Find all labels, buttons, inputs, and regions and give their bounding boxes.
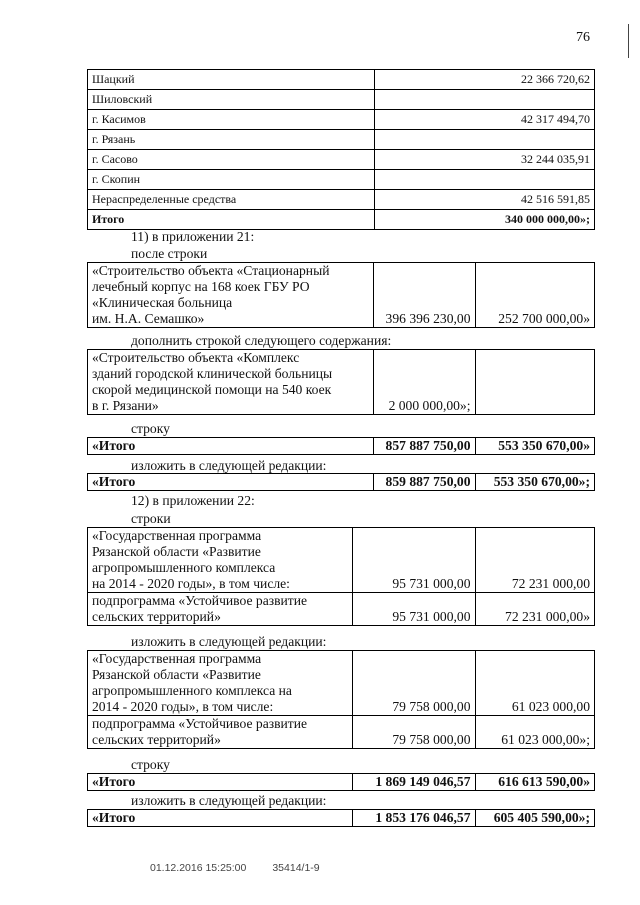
text-line: сельских территорий» (92, 732, 221, 747)
table-row (88, 190, 595, 210)
total-label: «Итого (88, 774, 353, 791)
total-new-table (87, 473, 595, 491)
construction-value-2: 252 700 000,00» (475, 263, 594, 328)
footer (150, 860, 346, 876)
page-number: 76 (576, 30, 590, 45)
text-line: Рязанской области «Развитие (92, 667, 261, 682)
program-value-2: 72 231 000,00 (475, 528, 595, 593)
total-old-table (87, 437, 595, 455)
item11-heading: 11) в приложении 21: (131, 229, 255, 244)
text-line: «Строительство объекта «Комплекс (92, 350, 300, 365)
district-name: Шацкий (88, 70, 375, 90)
table-row-total (88, 810, 595, 827)
table-row (88, 90, 595, 110)
district-name: Шиловский (88, 90, 375, 110)
district-value (375, 130, 595, 150)
table-row (88, 528, 595, 593)
program-description (88, 528, 353, 593)
program-value-2: 61 023 000,00 (475, 651, 595, 716)
total-value-1: 857 887 750,00 (374, 438, 475, 455)
text-line: на 2014 - 2020 годы», в том числе: (92, 576, 290, 591)
text-line: «Клиническая больница (92, 295, 233, 310)
district-name: г. Скопин (88, 170, 375, 190)
table-row (88, 350, 595, 415)
district-name: г. Рязань (88, 130, 375, 150)
table-row (88, 170, 595, 190)
subprogram-value-2: 61 023 000,00»; (475, 716, 595, 749)
district-value (375, 90, 595, 110)
total-value-2: 616 613 590,00» (475, 774, 595, 791)
table-row (88, 110, 595, 130)
text-line: агропромышленного комплекса на (92, 683, 292, 698)
text-line: Рязанской области «Развитие (92, 544, 261, 559)
district-value: 42 317 494,70 (375, 110, 595, 130)
table-row (88, 716, 595, 749)
text-line: в г. Рязани» (92, 398, 159, 413)
construction-row-new-table (87, 349, 595, 415)
subprogram-value-2: 72 231 000,00» (475, 593, 595, 626)
text-line: 2014 - 2020 годы», в том числе: (92, 699, 274, 714)
edit-instruction: изложить в следующей редакции: (131, 458, 327, 473)
district-name: Нераспределенные средства (88, 190, 375, 210)
table-row (88, 130, 595, 150)
district-name: г. Касимов (88, 110, 375, 130)
construction-value-2 (475, 350, 594, 415)
text-line: подпрограмма «Устойчивое развитие (92, 593, 308, 608)
subprogram-value-1: 95 731 000,00 (353, 593, 475, 626)
text-line: «Государственная программа (92, 528, 262, 543)
text-line: им. Н.А. Семашко» (92, 311, 205, 326)
text-line: зданий городской клинической больницы (92, 366, 333, 381)
total-value-2: 605 405 590,00»; (475, 810, 595, 827)
total-value-2: 553 350 670,00» (475, 438, 594, 455)
total-value-1: 1 869 149 046,57 (353, 774, 475, 791)
table-row (88, 593, 595, 626)
text-line: «Строительство объекта «Стационарный (92, 263, 330, 278)
table-row (88, 651, 595, 716)
text-line: сельских территорий» (92, 609, 221, 624)
page-edge-bar (628, 24, 629, 58)
total-label: «Итого (88, 438, 374, 455)
total-label: «Итого (88, 810, 353, 827)
total-value-1: 859 887 750,00 (374, 474, 475, 491)
district-table (87, 69, 595, 230)
construction-row-old-table (87, 262, 595, 328)
construction-description (88, 263, 374, 328)
program-value-1: 95 731 000,00 (353, 528, 475, 593)
footer-code: 35414/1-9 (272, 862, 320, 874)
subprogram-description (88, 593, 353, 626)
edit-instruction: изложить в следующей редакции: (131, 793, 327, 808)
total-old-table (87, 773, 595, 791)
total-label: «Итого (88, 474, 374, 491)
table-row-total (88, 774, 595, 791)
table-row (88, 150, 595, 170)
program-old-table (87, 527, 595, 626)
subprogram-description (88, 716, 353, 749)
text-line: лечебный корпус на 168 коек ГБУ РО (92, 279, 310, 294)
construction-description (88, 350, 374, 415)
text-line: скорой медицинской помощи на 540 коек (92, 382, 332, 397)
program-description (88, 651, 353, 716)
district-total-value: 340 000 000,00»; (375, 210, 595, 230)
rows-word: строки (131, 511, 171, 526)
district-value: 42 516 591,85 (375, 190, 595, 210)
total-value-1: 1 853 176 046,57 (353, 810, 475, 827)
item12-heading: 12) в приложении 22: (131, 493, 255, 508)
table-row (88, 263, 595, 328)
text-line: агропромышленного комплекса (92, 560, 276, 575)
table-row-total (88, 438, 595, 455)
district-value: 32 244 035,91 (375, 150, 595, 170)
total-new-table (87, 809, 595, 827)
district-value: 22 366 720,62 (375, 70, 595, 90)
total-value-2: 553 350 670,00»; (475, 474, 594, 491)
row-word: строку (131, 421, 170, 436)
district-name: г. Сасово (88, 150, 375, 170)
item11-after-row: после строки (131, 246, 208, 261)
table-row-total (88, 474, 595, 491)
program-new-table (87, 650, 595, 749)
add-row-instruction: дополнить строкой следующего содержания: (131, 333, 392, 348)
table-row (88, 70, 595, 90)
construction-value-1: 2 000 000,00»; (374, 350, 475, 415)
construction-value-1: 396 396 230,00 (374, 263, 475, 328)
row-word: строку (131, 757, 170, 772)
edit-instruction: изложить в следующей редакции: (131, 634, 327, 649)
district-total-label: Итого (88, 210, 375, 230)
table-row-total (88, 210, 595, 230)
program-value-1: 79 758 000,00 (353, 651, 475, 716)
text-line: подпрограмма «Устойчивое развитие (92, 716, 308, 731)
text-line: «Государственная программа (92, 651, 262, 666)
district-value (375, 170, 595, 190)
footer-date: 01.12.2016 15:25:00 (150, 862, 247, 874)
subprogram-value-1: 79 758 000,00 (353, 716, 475, 749)
